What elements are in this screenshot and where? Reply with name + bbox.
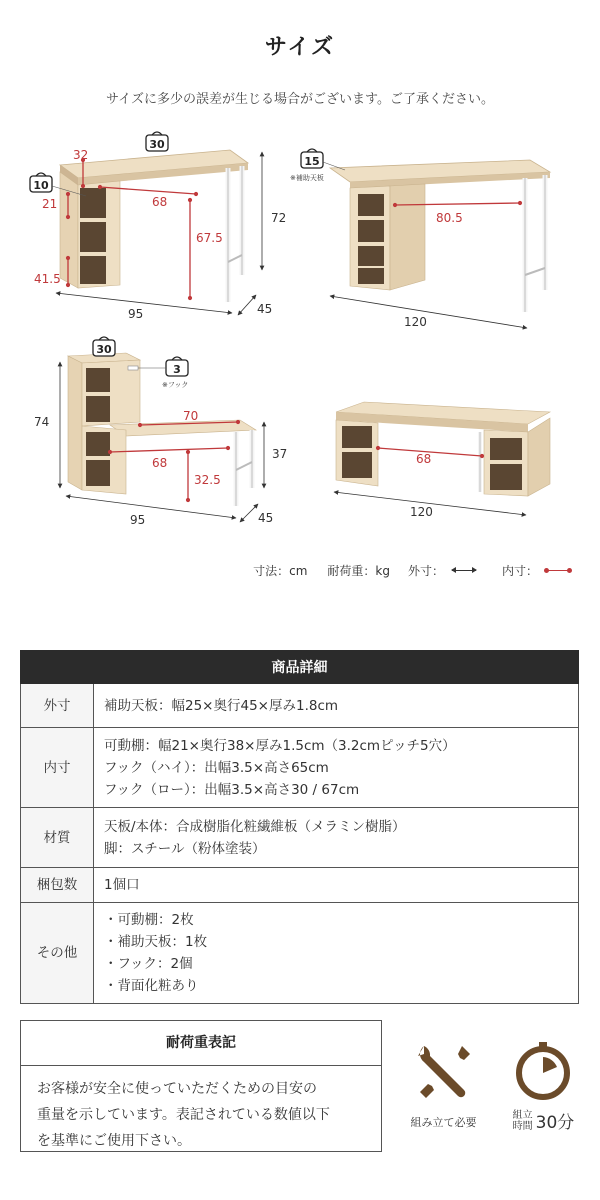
load-notice-box xyxy=(20,1020,382,1152)
load-notice-text: お客様が安全に使っていただくための目安の 重量を示しています。表記されている数値以下 を基準にご使用下さい。 xyxy=(37,1081,330,1149)
assembly-time-label: 組立時間 xyxy=(512,1109,533,1132)
table-header: 商品詳細 xyxy=(21,651,579,684)
row-label: その他 xyxy=(21,903,94,1004)
page-title: サイズ xyxy=(264,35,336,60)
diagram-low-desk-flat xyxy=(334,402,550,519)
row-value: 天板/本体：合成樹脂化粧繊維板（メラミン樹脂） 脚：スチール（粉体塗装） xyxy=(94,808,579,868)
diagram-desk-corner xyxy=(30,132,286,321)
table-row xyxy=(21,903,579,1004)
dim-label: 21 xyxy=(42,197,58,211)
dim-label: 68 xyxy=(152,195,168,209)
row-label: 材質 xyxy=(21,808,94,868)
stopwatch-icon xyxy=(512,1040,574,1102)
load-note: ※補助天板 xyxy=(290,174,324,182)
dim-label: 45 xyxy=(257,302,273,316)
assembly-required-badge xyxy=(396,1040,491,1130)
dim-label: 80.5 xyxy=(436,211,463,225)
outer-arrow-icon xyxy=(452,570,476,571)
dimension-legend xyxy=(253,562,572,579)
page-subtitle: サイズに多少の誤差が生じる場合がございます。ご了承ください。 xyxy=(106,92,494,107)
legend-load-unit: 耐荷重：kg xyxy=(327,564,390,578)
dim-label: 95 xyxy=(130,513,146,527)
load-hook-label: 3 xyxy=(173,363,181,376)
load-top-label: 30 xyxy=(149,138,165,151)
row-value: 可動棚：幅21×奥行38×厚み1.5cm（3.2cmピッチ5穴） フック（ハイ）：出幅3.5×高さ65cm フック（ロー）：出幅3.5×高さ30 / 67cm xyxy=(94,728,579,808)
diagram-desk-straight xyxy=(290,149,550,329)
dim-label: 32.5 xyxy=(194,473,221,487)
dim-label: 74 xyxy=(34,415,50,429)
assembly-time-value: 30分 xyxy=(535,1113,575,1133)
load-notice-title: 耐荷重表記 xyxy=(21,1021,381,1066)
dim-label: 120 xyxy=(410,505,433,519)
table-row xyxy=(21,808,579,868)
load-shelf-label: 10 xyxy=(33,179,49,192)
dim-label: 68 xyxy=(416,452,432,466)
row-value: ・可動棚：2枚 ・補助天板：1枚 ・フック：2個 ・背面化粧あり xyxy=(94,903,579,1004)
dim-label: 37 xyxy=(272,447,288,461)
load-top-label: 15 xyxy=(304,155,320,168)
row-value: 補助天板：幅25×奥行45×厚み1.8cm xyxy=(94,684,579,728)
diagram-low-desk-tower xyxy=(34,337,287,527)
load-top-label: 30 xyxy=(96,343,112,356)
dim-label: 120 xyxy=(404,315,427,329)
tools-icon xyxy=(412,1040,476,1104)
product-detail-table xyxy=(20,650,579,1004)
dim-label: 67.5 xyxy=(196,231,223,245)
dim-label: 72 xyxy=(271,211,287,225)
row-value: 1個口 xyxy=(94,868,579,903)
assembly-time-badge xyxy=(498,1040,588,1133)
dim-label: 41.5 xyxy=(34,272,61,286)
legend-unit: 寸法：cm xyxy=(253,564,308,578)
dim-label: 32 xyxy=(73,148,89,162)
table-row xyxy=(21,728,579,808)
hook-note: ※フック xyxy=(162,381,189,389)
legend-outer: 外寸： xyxy=(407,564,444,578)
row-label: 内寸 xyxy=(21,728,94,808)
dim-label: 70 xyxy=(183,409,199,423)
table-row xyxy=(21,684,579,728)
row-label: 外寸 xyxy=(21,684,94,728)
table-row xyxy=(21,868,579,903)
legend-inner: 内寸： xyxy=(501,564,538,578)
inner-line-icon xyxy=(546,570,570,571)
dim-label: 68 xyxy=(152,456,168,470)
assembly-label: 組み立て必要 xyxy=(410,1116,477,1129)
dim-label: 95 xyxy=(128,307,144,321)
row-label: 梱包数 xyxy=(21,868,94,903)
dim-label: 45 xyxy=(258,511,274,525)
